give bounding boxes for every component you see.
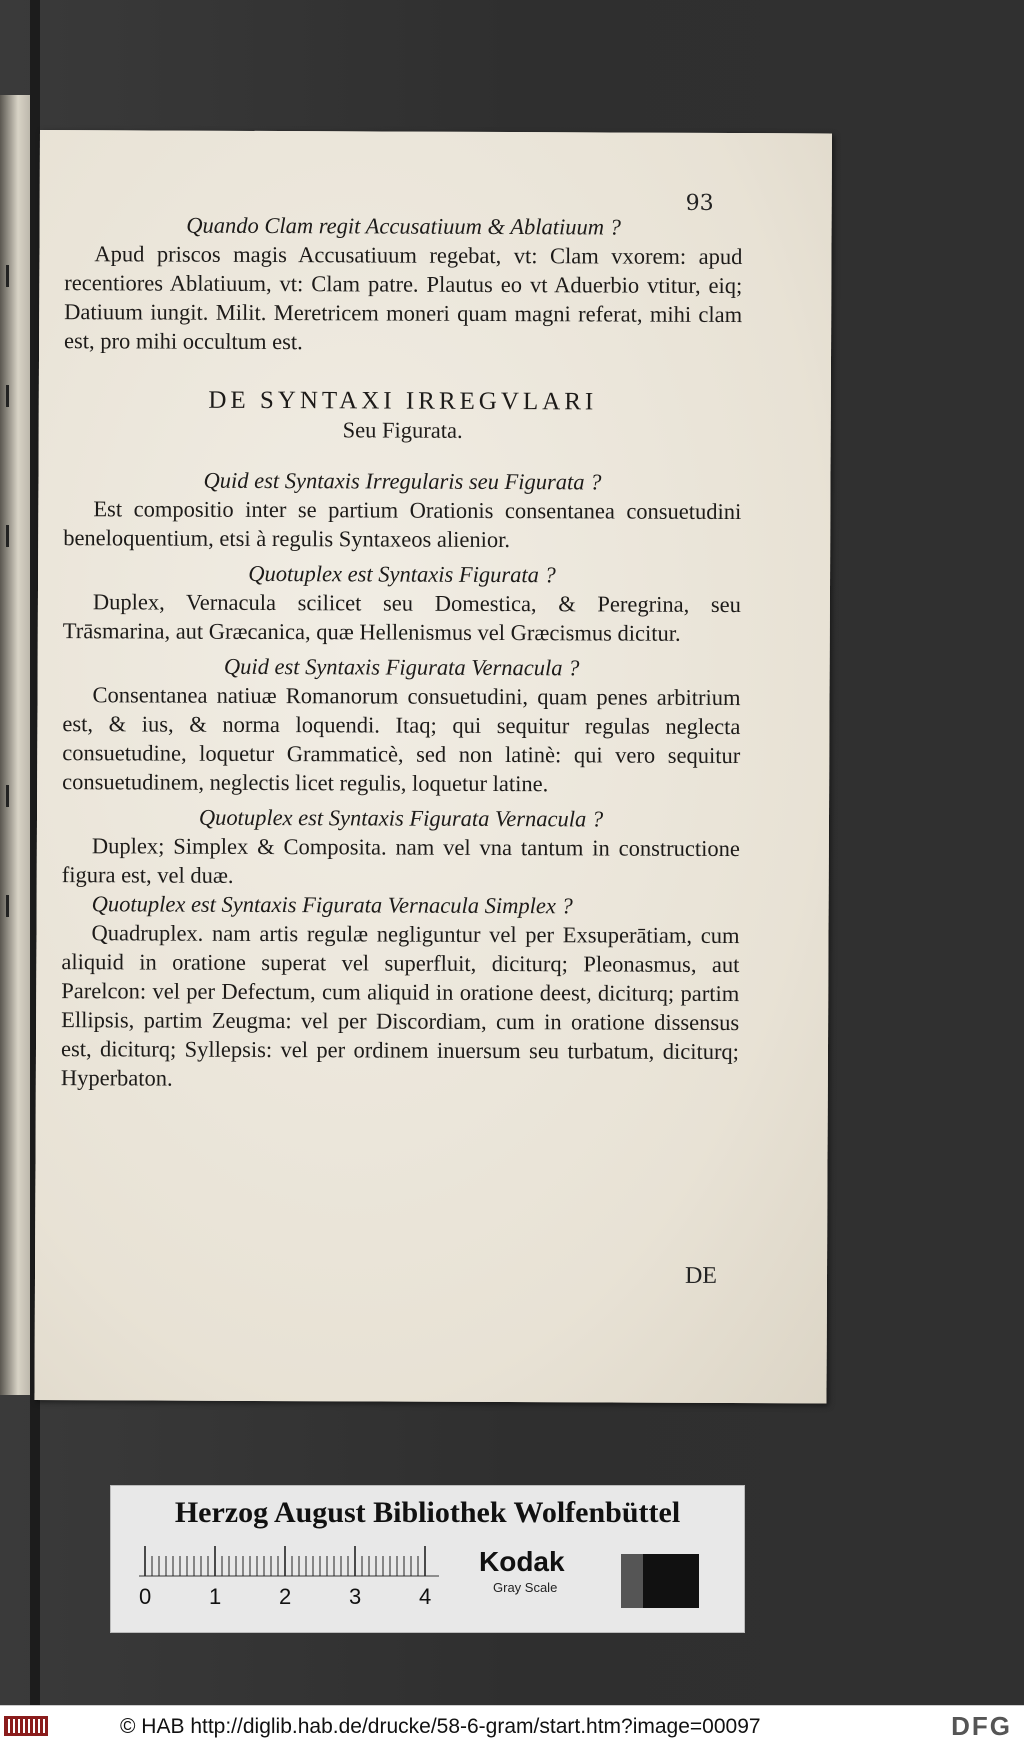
gray-scale-label: Gray Scale	[493, 1580, 558, 1595]
question-heading: Quotuplex est Syntaxis Figurata Vernacula Simplex ?	[91, 891, 573, 919]
ruler-label: 4	[419, 1584, 432, 1609]
question-heading: Quid est Syntaxis Irregularis seu Figurata ?	[203, 467, 602, 495]
book-page	[34, 130, 832, 1403]
black-swatch	[643, 1554, 699, 1608]
library-name: Herzog August Bibliothek Wolfenbüttel	[174, 1496, 681, 1529]
dfg-logo: DFG	[951, 1711, 1012, 1741]
page-number: 93	[685, 190, 714, 216]
gray-swatch	[621, 1554, 643, 1608]
answer-paragraph: Duplex; Simplex & Composita. nam vel vna tantum in constructione figura est, vel duæ.	[61, 833, 740, 888]
question-heading: Quotuplex est Syntaxis Figurata Vernacula ?	[198, 804, 604, 832]
answer-paragraph: Quadruplex. nam artis regulæ negliguntur vel per Exsuperātiam, cum aliquid in oratione superat vel superfluit, diciturq; Pleonasmus, aut Parelcon: vel per Defectum, cum aliquid in oratione deest, diciturq; partim Ellipsis, partim Zeugma: vel per Discordiam, cum in oratione dissensus est, diciturq; Syllepsis: vel per ordinem inuersum seu turbatum, diciturq; Hyperbaton.	[60, 920, 740, 1091]
ruler-label: 0	[139, 1584, 152, 1609]
catchword: DE	[684, 1262, 718, 1289]
ruler-label: 2	[279, 1584, 292, 1609]
color-scale-card	[110, 1485, 745, 1633]
kodak-logo: Kodak	[479, 1546, 565, 1577]
ruler-label: 1	[209, 1584, 222, 1609]
section-subtitle: Seu Figurata.	[342, 417, 463, 443]
answer-paragraph: Est compositio inter se partium Orationis consentanea consuetudini beneloquentium, etsi à regulis Syntaxeos alienior.	[63, 496, 742, 553]
hab-logo-icon	[4, 1714, 48, 1738]
answer-paragraph: Apud priscos magis Accusatiuum regebat, vt: Clam vxorem: apud recentiores Ablatiuum, vt: Clam patre. Plautus eo vt Aduerbio vtitur, eiq; Datiuum iungit. Milit. Meretricem moneri quam magni referat, mihi clam est, pro mihi occultum est.	[64, 241, 743, 355]
question-heading: Quid est Syntaxis Figurata Vernacula ?	[223, 653, 580, 681]
previous-page-edge	[0, 95, 30, 1395]
ruler-label: 3	[349, 1584, 362, 1609]
answer-paragraph: Duplex, Vernacula scilicet seu Domestica, & Peregrina, seu Trāsmarina, aut Græcanica, quæ Hellenismus vel Græcismus dicitur.	[62, 589, 741, 646]
source-url[interactable]: © HAB http://diglib.hab.de/drucke/58-6-gram/start.htm?image=00097	[120, 1715, 761, 1738]
page-text	[61, 210, 743, 1095]
question-heading: Quotuplex est Syntaxis Figurata ?	[248, 560, 556, 588]
answer-paragraph: Consentanea natiuæ Romanorum consuetudini, quam penes arbitrium est, & ius, & norma loquendi. Itaq; qui sequitur regulas neglecta consuetudine, loquetur Grammaticè, sed non latinè: qui vero sequitur consuetudinem, neglectis licet regulis, loquetur latine.	[62, 682, 741, 797]
question-heading: Quando Clam regit Accusatiuum & Ablatiuum ?	[186, 212, 621, 240]
section-title: DE SYNTAXI IRREGVLARI	[208, 386, 598, 416]
footer-bar	[0, 1705, 1024, 1745]
